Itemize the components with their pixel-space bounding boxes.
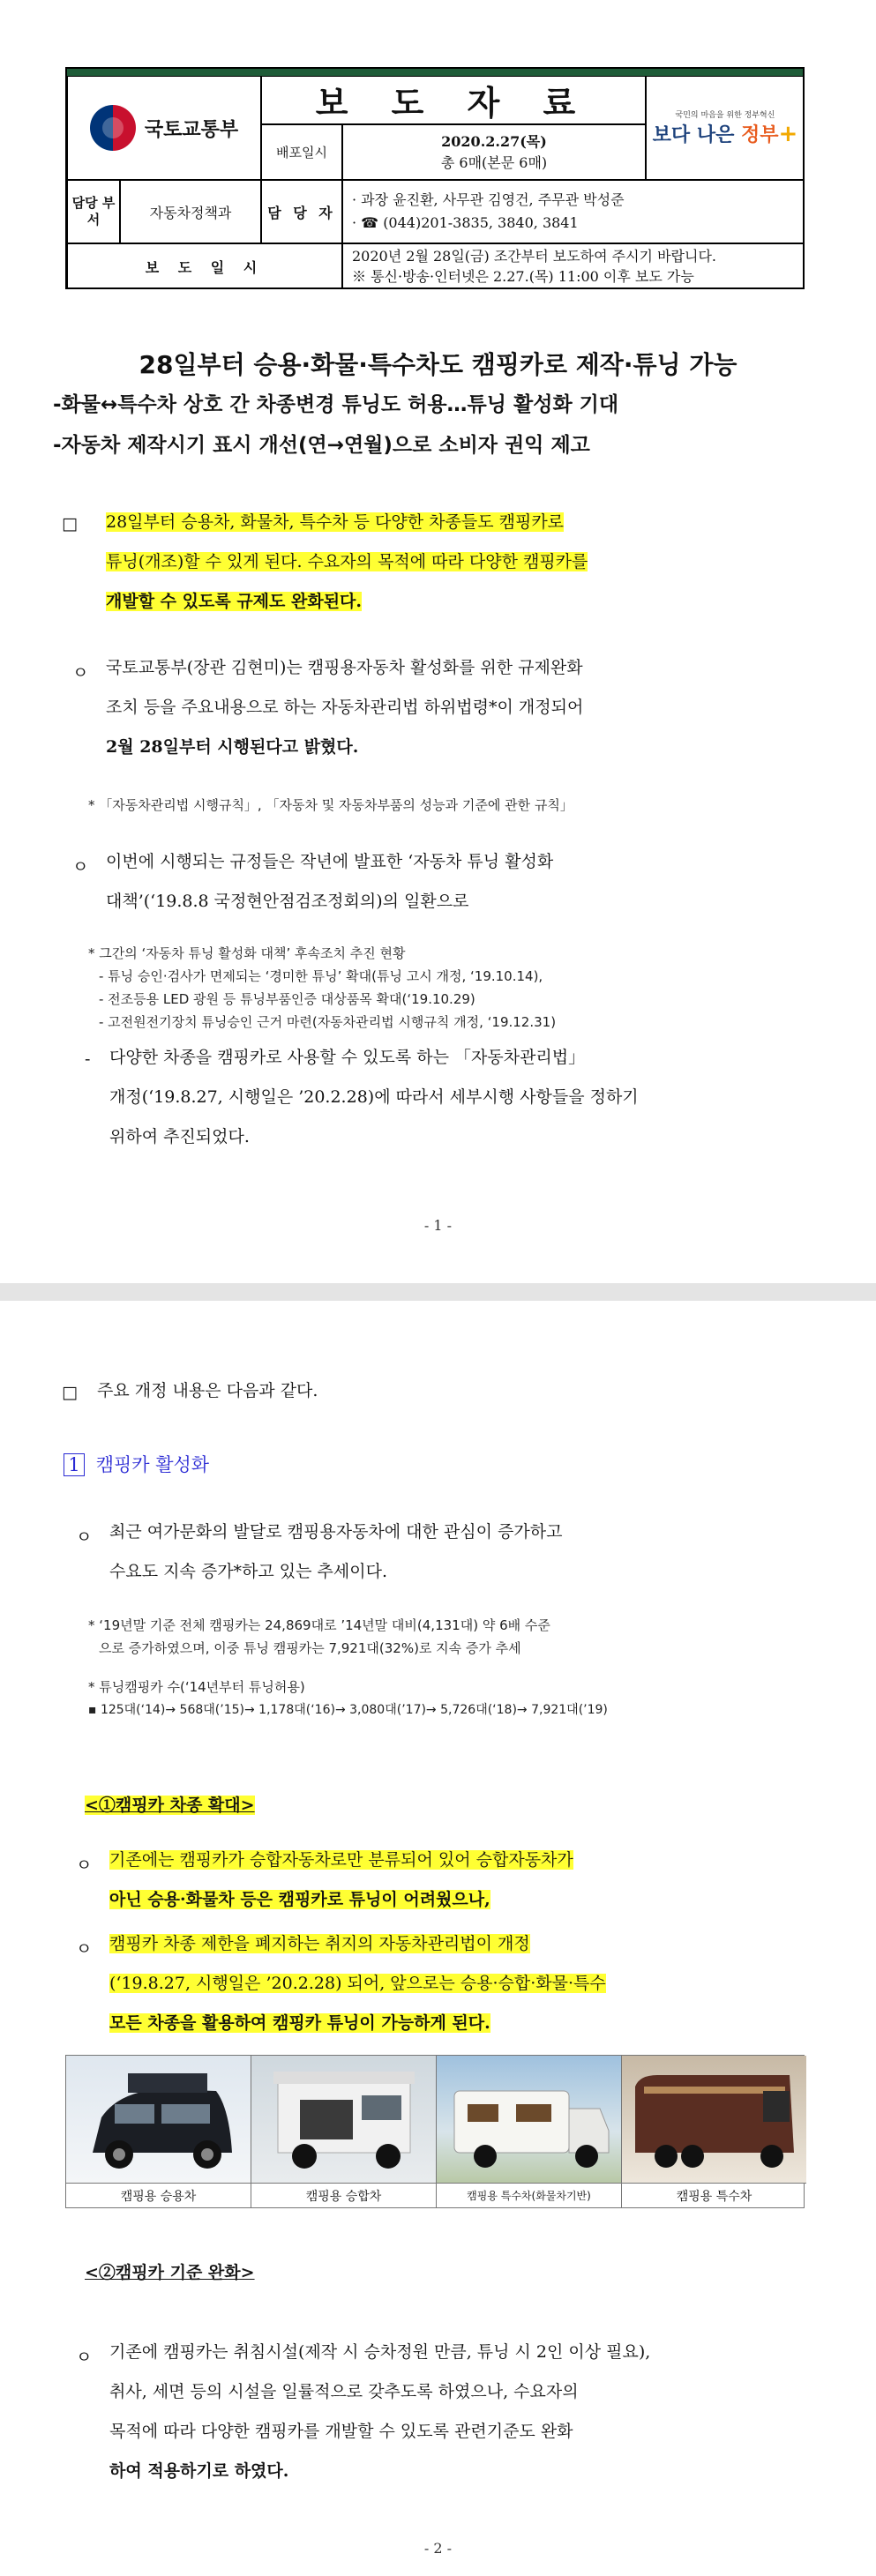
camping-sedan-image xyxy=(66,2056,251,2183)
q2-line-1: 기존에는 캠핑카가 승합자동차로만 분류되어 있어 승합자동차가 xyxy=(109,1850,573,1870)
page-number: - 2 - xyxy=(423,2540,453,2557)
note2-head: * 그간의 ‘자동차 튜닝 활성화 대책’ 후속조치 추진 현황 xyxy=(88,945,406,961)
release-label: 보 도 일 시 xyxy=(67,243,342,289)
release-info xyxy=(342,243,805,289)
page-1 xyxy=(0,0,876,1283)
release-embargo-note: ※ 통신·방송·인터넷은 2.27.(목) 11:00 이후 보도 가능 xyxy=(352,268,694,285)
circle-bullet-icon: ㅇ xyxy=(76,2348,93,2367)
footnote-camping-count xyxy=(88,1614,812,1660)
doc-type-title: 보 도 자 료 xyxy=(261,76,646,124)
paragraph-1 xyxy=(106,648,812,767)
photo-caption: 캠핑용 승용차 xyxy=(66,2183,251,2207)
paragraph-q3 xyxy=(109,1924,815,2043)
circle-bullet-icon: ㅇ xyxy=(72,857,89,877)
q1-line-2: 수요도 지속 증가*하고 있는 추세이다. xyxy=(109,1562,388,1581)
gov-slogan-small: 국민의 마음을 위한 정부혁신 xyxy=(675,111,775,120)
photo-caption: 캠핑용 특수차(화물차기반) xyxy=(437,2183,621,2207)
taegeuk-emblem-icon xyxy=(90,105,136,151)
subheading-b xyxy=(85,2259,255,2283)
gov-slogan-main xyxy=(653,120,798,147)
paragraph-2 xyxy=(106,842,812,922)
note2-item-a: - 튜닝 승인·검사가 면제되는 ‘경미한 튜닝’ 확대(튜닝 고시 개정, ‘19.10.14), xyxy=(99,968,543,984)
person-info xyxy=(342,180,805,243)
press-release-header xyxy=(65,67,805,289)
circle-bullet-icon: ㅇ xyxy=(76,1939,93,1959)
distribution-date: 2020.2.27(목) xyxy=(441,132,547,150)
person-phone: · ☎ (044)201-3835, 3840, 3841 xyxy=(352,214,579,231)
page-number: - 1 - xyxy=(423,1217,453,1234)
p1-line-2: 조치 등을 주요내용으로 하는 자동차관리법 하위법령*이 개정되어 xyxy=(106,698,584,717)
header-top-bar xyxy=(67,69,803,76)
gov-slogan-a: 보다 나은 xyxy=(652,124,741,146)
dash-bullet: - xyxy=(85,1049,91,1069)
photo-camping-sedan xyxy=(66,2056,251,2207)
footnote-1: * 「자동차관리법 시행규칙」, 「자동차 및 자동차부품의 성능과 기준에 관한 규칙」 xyxy=(88,797,573,813)
page-count: 총 6매(본문 6매) xyxy=(440,153,548,171)
q4-line-1: 기존에 캠핑카는 취침시설(제작 시 승차정원 만큼, 튜닝 시 2인 이상 필요), xyxy=(109,2342,651,2362)
q3-line-2: (‘19.8.27, 시행일은 ’20.2.28) 되어, 앞으로는 승용·승합·화물·특수 xyxy=(109,1974,606,1993)
q2-line-2: 아닌 승용·화물차 등은 캠핑카로 튜닝이 어려웠으나, xyxy=(109,1890,490,1909)
q1-line-1: 최근 여가문화의 발달로 캠핑용자동차에 대한 관심이 증가하고 xyxy=(109,1522,563,1542)
lead-line-1: 28일부터 승용차, 화물차, 특수차 등 다양한 차종들도 캠핑카로 xyxy=(106,512,565,532)
q4-line-2: 취사, 세면 등의 시설을 일률적으로 갖추도록 하였으나, 수요자의 xyxy=(109,2382,579,2401)
box-bullet-icon: □ xyxy=(62,514,78,534)
section-heading xyxy=(64,1451,209,1477)
lead-paragraph xyxy=(106,503,812,622)
p1-line-1: 국토교통부(장관 김현미)는 캠핑용자동차 활성화를 위한 규제완화 xyxy=(106,658,583,677)
tuning-followup-note xyxy=(88,942,812,1034)
ministry-logo-cell xyxy=(67,76,261,180)
headline-subtitle-2: -자동차 제작시기 표시 개선(연→연월)으로 소비자 권익 제고 xyxy=(53,434,590,457)
distribution-date-cell xyxy=(342,124,646,180)
circle-bullet-icon: ㅇ xyxy=(76,1527,93,1547)
photo-caption: 캠핑용 승합차 xyxy=(251,2183,436,2207)
subheading-b-text: <②캠핑카 기준 완화> xyxy=(85,2263,255,2282)
gov-slogan-b: 정부 xyxy=(741,124,779,146)
p2-line-2: 대책’(‘19.8.8 국정현안점검조정회의)의 일환으로 xyxy=(106,892,469,911)
q3-line-3: 모든 차종을 활용하여 캠핑카 튜닝이 가능하게 된다. xyxy=(109,2013,490,2033)
photo-camping-special xyxy=(622,2056,806,2207)
q4-line-4: 하여 적용하기로 하였다. xyxy=(109,2461,289,2481)
section-title: 캠핑카 활성화 xyxy=(95,1454,210,1475)
headline-title: 28일부터 승용·화물·특수차도 캠핑카로 제작·튜닝 가능 xyxy=(139,350,737,379)
section-number: 1 xyxy=(64,1453,85,1476)
dept-value: 자동차정책과 xyxy=(120,180,261,243)
box-bullet-icon: □ xyxy=(62,1383,78,1402)
p1-line-3: 2월 28일부터 시행된다고 밝혔다. xyxy=(106,737,359,757)
subheading-a-text: <①캠핑카 차종 확대> xyxy=(85,1796,255,1815)
subheading-a xyxy=(85,1792,255,1816)
p3-line-3: 위하여 추진되었다. xyxy=(109,1127,250,1146)
release-time: 2020년 2월 28일(금) 조간부터 보도하여 주시기 바랍니다. xyxy=(352,247,717,265)
circle-bullet-icon: ㅇ xyxy=(76,1855,93,1875)
ministry-name: 국토교통부 xyxy=(144,118,239,141)
note4-head: * 튜닝캠핑카 수(‘14년부터 튜닝허용) xyxy=(88,1679,305,1695)
person-names: · 과장 윤진환, 사무관 김영건, 주무관 박성준 xyxy=(352,191,625,209)
camping-car-photo-row xyxy=(65,2055,805,2208)
dept-label: 담당 부서 xyxy=(67,180,120,243)
headline-subtitle-1: -화물↔특수차 상호 간 차종변경 튜닝도 허용…튜닝 활성화 기대 xyxy=(53,393,619,416)
lead-line-3: 개발할 수 있도록 규제도 완화된다. xyxy=(106,592,363,611)
q3-line-1: 캠핑카 차종 제한을 폐지하는 취지의 자동차관리법이 개정 xyxy=(109,1934,530,1953)
paragraph-3 xyxy=(109,1038,815,1157)
footnote-tuning-count xyxy=(88,1676,820,1721)
note2-item-c: - 고전원전기장치 튜닝승인 근거 마련(자동차관리법 시행규칙 개정, ‘19.12.31) xyxy=(99,1014,557,1030)
distribution-date-label: 배포일시 xyxy=(261,124,342,180)
photo-camping-van xyxy=(251,2056,437,2207)
q4-line-3: 목적에 따라 다양한 캠핑카를 개발할 수 있도록 관련기준도 완화 xyxy=(109,2422,573,2441)
circle-bullet-icon: ㅇ xyxy=(72,663,89,683)
intro-line: 주요 개정 내용은 다음과 같다. xyxy=(97,1381,318,1400)
note4-values: ▪ 125대(‘14)→ 568대(’15)→ 1,178대(‘16)→ 3,080대(’17)→ 5,726대(‘18)→ 7,921대(’19) xyxy=(88,1703,608,1717)
paragraph-q2 xyxy=(109,1841,815,1920)
note2-item-b: - 전조등용 LED 광원 등 튜닝부품인증 대상품목 확대(‘19.10.29) xyxy=(99,991,475,1007)
note3-line-1: * ‘19년말 기준 전체 캠핑카는 24,869대로 ’14년말 대비(4,131대) 약 6배 수준 xyxy=(88,1617,550,1633)
note3-line-2: 으로 증가하였으며, 이중 튜닝 캠핑카는 7,921대(32%)로 지속 증가 추세 xyxy=(99,1640,521,1656)
p3-line-2: 개정(‘19.8.27, 시행일은 ’20.2.28)에 따라서 세부시행 사항들을 정하기 xyxy=(109,1087,639,1107)
gov-slogan-logo xyxy=(646,76,805,180)
photo-camping-truck xyxy=(437,2056,622,2207)
camping-van-image xyxy=(251,2056,436,2183)
camping-special-image xyxy=(622,2056,806,2183)
p3-line-1: 다양한 차종을 캠핑카로 사용할 수 있도록 하는 「자동차관리법」 xyxy=(109,1048,586,1067)
p2-line-1: 이번에 시행되는 규정들은 작년에 발표한 ‘자동차 튜닝 활성화 xyxy=(106,852,554,871)
paragraph-q1 xyxy=(109,1512,815,1592)
lead-line-2: 튜닝(개조)할 수 있게 된다. 수요자의 목적에 따라 다양한 캠핑카를 xyxy=(106,552,588,571)
photo-caption: 캠핑용 특수차 xyxy=(622,2183,806,2207)
person-label: 담 당 자 xyxy=(261,180,342,243)
camping-truck-image xyxy=(437,2056,621,2183)
paragraph-q4 xyxy=(109,2333,815,2491)
plus-icon: + xyxy=(778,121,798,147)
